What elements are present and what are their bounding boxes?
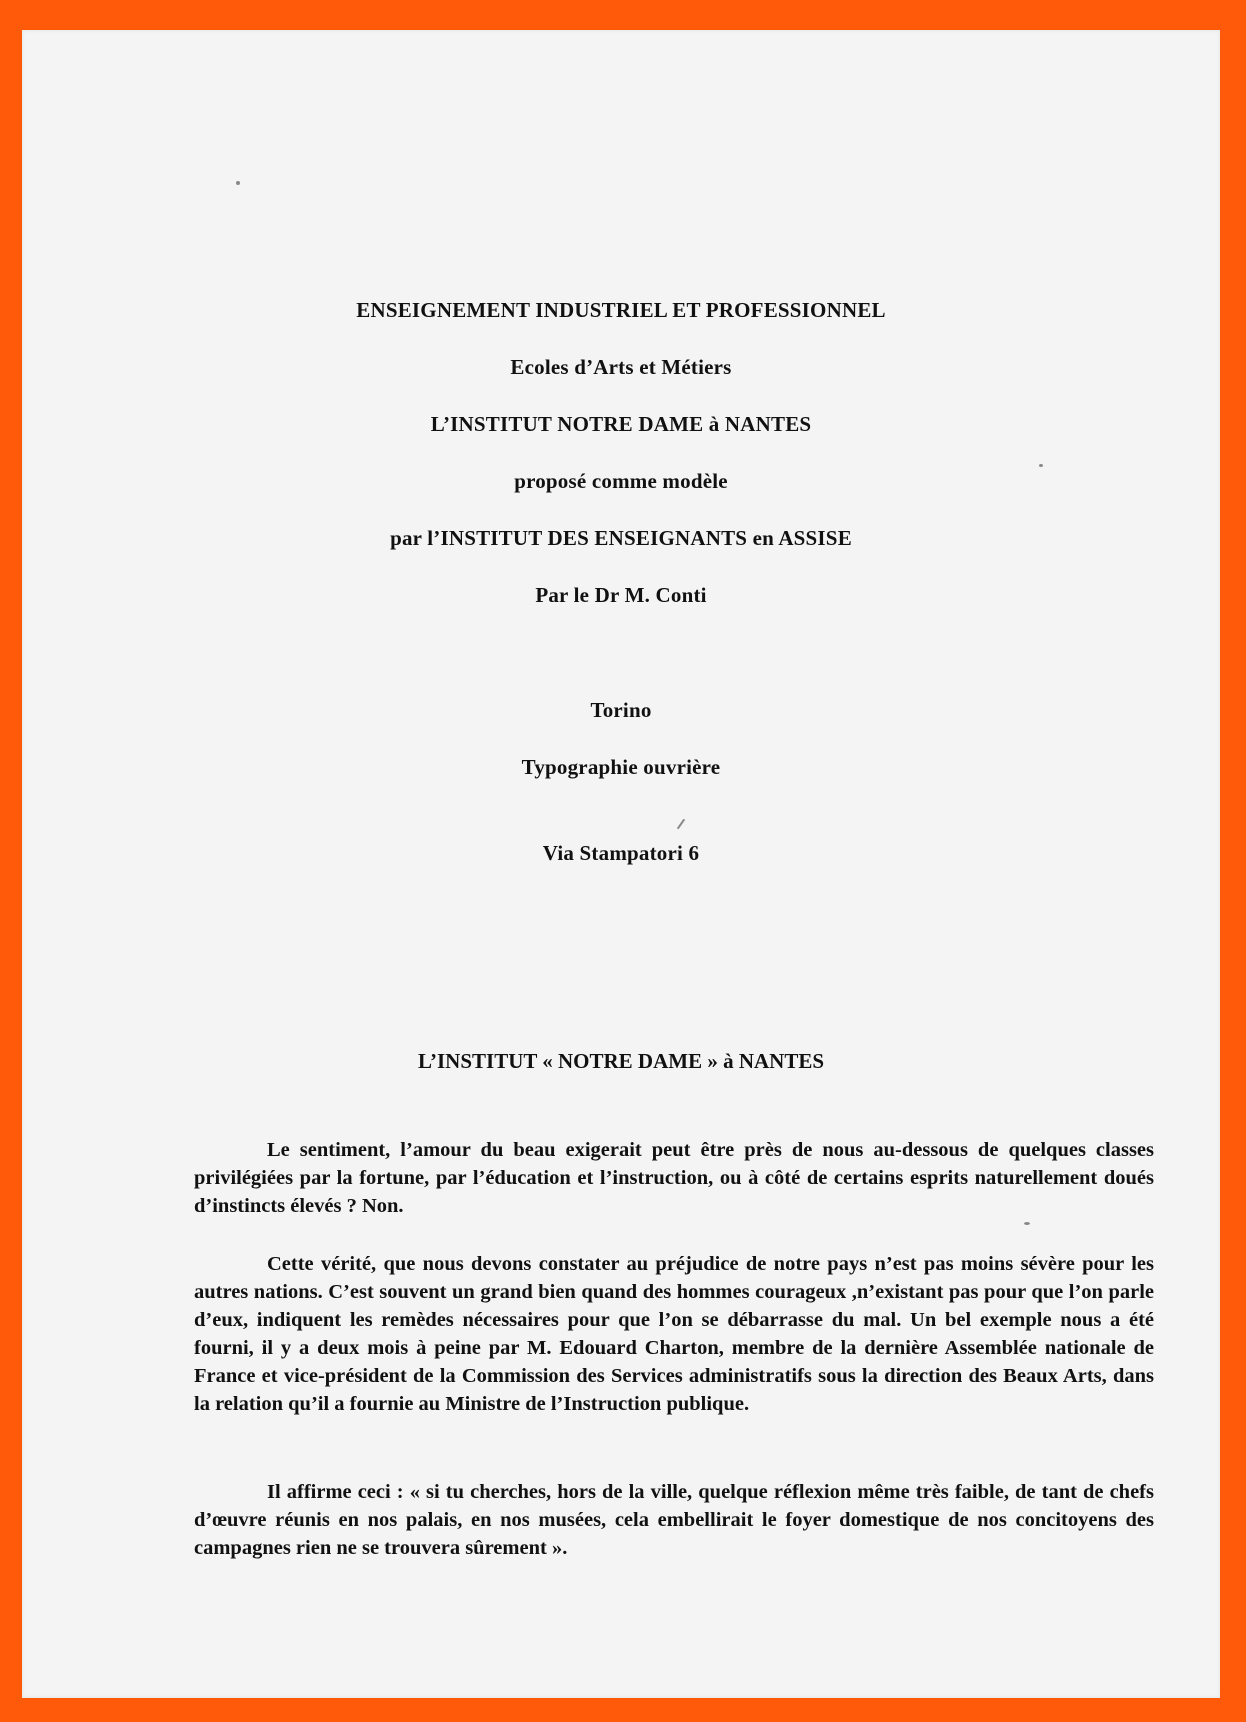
header-line-2: Ecoles d’Arts et Métiers: [510, 355, 732, 379]
imprint-city: Torino: [590, 698, 652, 722]
header-line-4: proposé comme modèle: [514, 469, 728, 493]
header-line-1: ENSEIGNEMENT INDUSTRIEL ET PROFESSIONNEL: [356, 298, 886, 322]
paper-speck: [236, 181, 240, 185]
header-line-5: par l’INSTITUT DES ENSEIGNANTS en ASSISE: [390, 526, 852, 550]
paragraph-2: Cette vérité, que nous devons constater au préjudice de notre pays n’est pas moins sévère pour les autres nations. C’est souvent un grand bien quand des hommes courageux ,n’existant pas pour que l’on parle d’eux, indiquent les remèdes nécessaires pour que l’on se débarrasse du mal. Un bel exemple nous a été fourni, il y a deux mois à peine par M. Edouard Charton, membre de la dernière Assemblée nationale de France et vice-président de la Commission des Services administratifs sous la direction des Beaux Arts, dans la relation qu’il a fournie au Ministre de l’Instruction publique.: [194, 1253, 1154, 1415]
header-line-3: L’INSTITUT NOTRE DAME à NANTES: [430, 412, 812, 436]
paper-speck: [1039, 464, 1043, 467]
document-page: [22, 30, 1220, 1698]
article-title: L’INSTITUT « NOTRE DAME » à NANTES: [417, 1049, 825, 1073]
imprint-address: Via Stampatori 6: [542, 841, 700, 865]
paper-mark: [677, 819, 686, 830]
header-line-6: Par le Dr M. Conti: [535, 583, 707, 607]
imprint-printer: Typographie ouvrière: [521, 755, 721, 779]
paragraph-3: Il affirme ceci : « si tu cherches, hors de la ville, quelque réflexion même très faible, de tant de chefs d’œuvre réunis en nos palais, en nos musées, cela embellirait le foyer domestique de nos concitoyens des campagnes rien ne se trouvera sûrement ».: [194, 1481, 1154, 1559]
paper-speck: [1024, 1222, 1030, 1225]
paragraph-1: Le sentiment, l’amour du beau exigerait peut être près de nous au-dessous de quelques classes privilégiées par la fortune, par l’éducation et l’instruction, ou à côté de certains esprits naturellement doués d’instincts élevés ? Non.: [194, 1139, 1154, 1217]
